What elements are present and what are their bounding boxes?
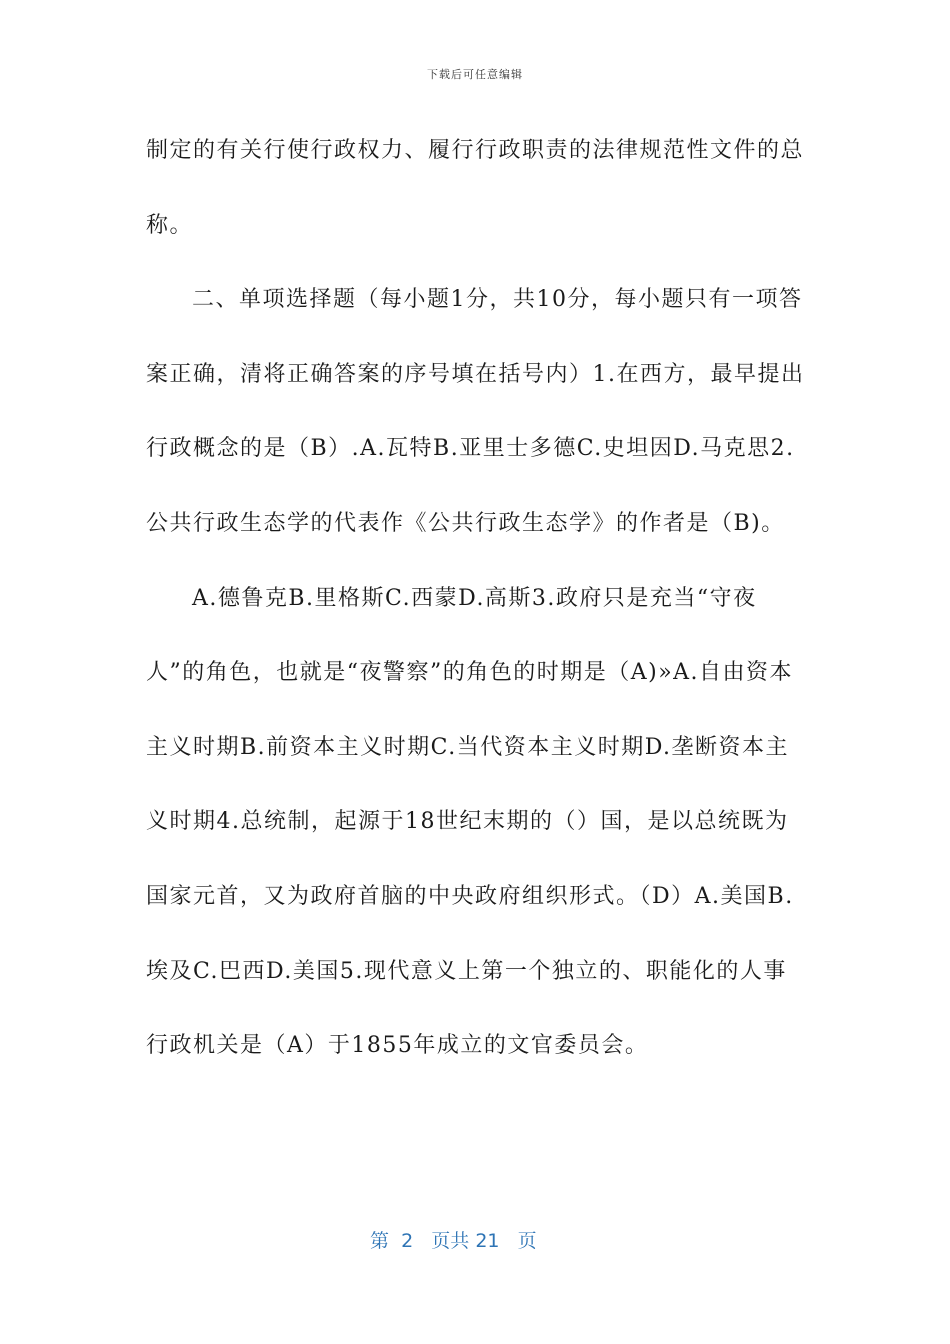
document-body: [146, 114, 806, 1084]
paragraph-questions-2: A.德鲁克B.里格斯C.西蒙D.高斯3.政府只是充当“守夜人”的角色，也就是“夜警察”的角色的时期是（A)»A.自由资本主义时期B.前资本主义时期C.当代资本主义时期D.垄断资本主义时期4.总统制，起源于18世纪末期的（）国，是以总统既为国家元首，又为政府首脑的中央政府组织形式。（D）A.美国B.埃及C.巴西D.美国5.现代意义上第一个独立的、职能化的人事行政机关是（A）于1855年成立的文官委员会。: [146, 585, 794, 1059]
paragraph-definition: 制定的有关行使行政权力、履行行政职责的法律规范性文件的总称。: [146, 138, 805, 238]
paragraph-questions-1: 二、单项选择题（每小题1分，共10分，每小题只有一项答案正确，清将正确答案的序号填在括号内）1.在西方，最早提出行政概念的是（B）.A.瓦特B.亚里士多德C.史坦因D.马克思2.公共行政生态学的代表作《公共行政生态学》的作者是（B)。: [146, 287, 805, 536]
page-header: 下载后可任意编辑: [427, 68, 523, 81]
page-number-footer: 第 2 页共 21 页: [370, 1230, 537, 1252]
